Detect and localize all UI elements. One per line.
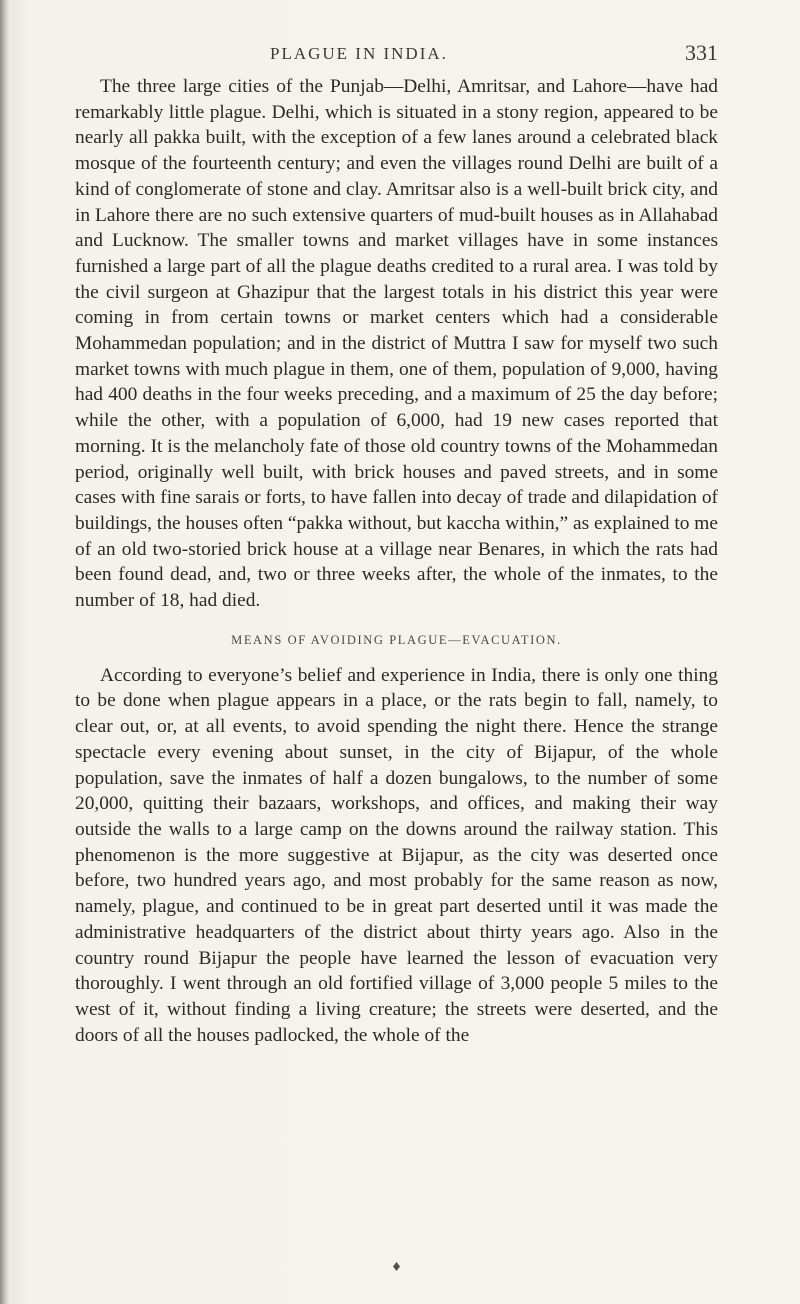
paragraph-evacuation: According to everyone’s belief and experience in India, there is only one thing to be done when plague appears in a place, or the rats begin to fall, namely, to clear out, or, at all events, to avoid spending the night there. Hence the strange spectacle every evening about sunset, in the city of Bijapur, of the whole population, save the inmates of half a dozen bungalows, to the number of some 20,000, quitting their bazaars, workshops, and offices, and making their way outside the walls to a large camp on the downs around the railway station. This phenomenon is the more suggestive at Bijapur, as the city was deserted once before, two hundred years ago, and most probably for the same reason as now, namely, plague, and continued to be in great part deserted until it was made the administrative headquarters of the district about thirty years ago. Also in the country round Bijapur the people have learned the lesson of evacuation very thoroughly. I went through an old fortified village of 3,000 people 5 miles to the west of it, without finding a living creature; the streets were deserted, and the doors of all the houses padlocked, the whole of the: [75, 664, 718, 1046]
running-title: PLAGUE IN INDIA.: [270, 44, 448, 63]
page-binding-edge: [0, 0, 8, 1304]
section-heading: MEANS OF AVOIDING PLAGUE—EVACUATION.: [231, 632, 562, 647]
paragraph-plague-cities: The three large cities of the Punjab—Delhi, Amritsar, and Lahore—have had remarkably little plague. Delhi, which is situated in a stony region, appeared to be nearly all pakka built, with the exception of a few lanes around a celebrated black mosque of the fourteenth century; and even the villages round Delhi are built of a kind of conglomerate of stone and clay. Amritsar also is a well-built brick city, and in Lahore there are no such extensive quarters of mud-built houses as in Allahabad and Lucknow. The smaller towns and market villages have in some instances furnished a large part of all the plague deaths credited to a rural area. I was told by the civil surgeon at Ghazipur that the largest totals in his district this year were coming in from certain towns or market centers which had a considerable Mohammedan population; and in the district of Muttra I saw for myself two such market towns with much plague in them, one of them, population of 9,000, having had 400 deaths in the four weeks preceding, and a maximum of 25 the day before; while the other, with a population of 6,000, had 19 new cases reported that morning. It is the melancholy fate of those old country towns of the Mohammedan period, originally well built, with brick houses and paved streets, and in some cases with fine sarais or forts, to have fallen into decay of trade and dilapidation of buildings, the houses often “pakka without, but kaccha within,” as explained to me of an old two-storied brick house at a village near Benares, in which the rats had been found dead, and, two or three weeks after, the whole of the inmates, to the number of 18, had died.: [75, 76, 718, 612]
body-text: [75, 74, 718, 1048]
page-number: 331: [685, 40, 718, 65]
running-head: [270, 38, 718, 72]
printer-mark-icon: [393, 1262, 400, 1271]
